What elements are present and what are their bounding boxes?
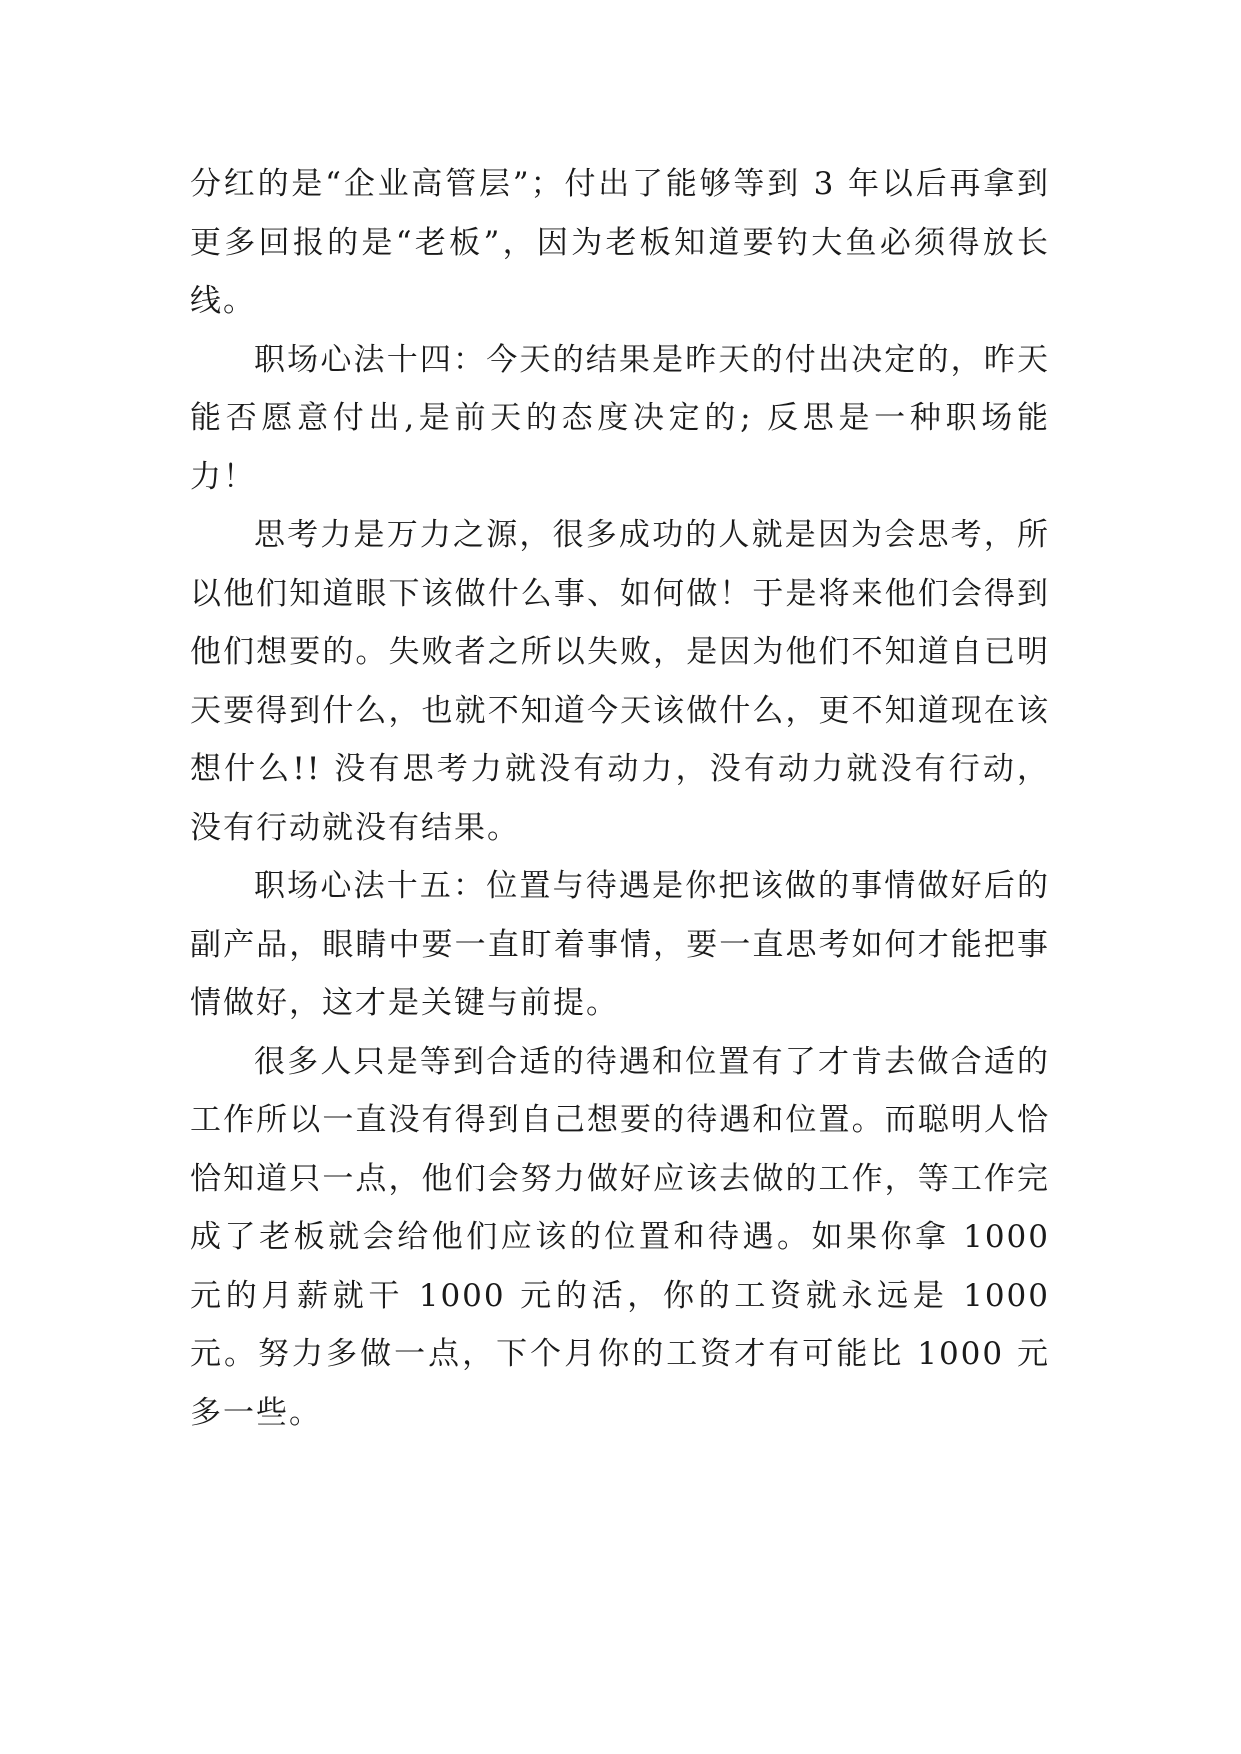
paragraph-5: 很多人只是等到合适的待遇和位置有了才肯去做合适的工作所以一直没有得到自己想要的待遇和位置。而聪明人恰恰知道只一点，他们会努力做好应该去做的工作，等工作完成了老板就会给他们应该的位置和待遇。如果你拿 1000 元的月薪就干 1000 元的活，你的工资就永远是 1000 元。努力多做一点，下个月你的工资才有可能比 1000 元多一些。 <box>190 1043 1050 1431</box>
paragraph-1: 分红的是“企业高管层”；付出了能够等到 3 年以后再拿到更多回报的是“老板”，因为老板知道要钓大鱼必须得放长线。 <box>190 166 1050 319</box>
paragraph-4: 职场心法十五：位置与待遇是你把该做的事情做好后的副产品，眼睛中要一直盯着事情，要一直思考如何才能把事情做好，这才是关键与前提。 <box>190 868 1050 1021</box>
paragraph-3: 思考力是万力之源，很多成功的人就是因为会思考，所以他们知道眼下该做什么事、如何做！于是将来他们会得到他们想要的。失败者之所以失败，是因为他们不知道自已明天要得到什么，也就不知道今天该做什么，更不知道现在该想什么!! 没有思考力就没有动力，没有动力就没有行动，没有行动就没有结果。 <box>190 517 1050 846</box>
document-body <box>190 155 1050 1442</box>
paragraph-2: 职场心法十四：今天的结果是昨天的付出决定的，昨天能否愿意付出,是前天的态度决定的; 反思是一种职场能力！ <box>190 341 1050 495</box>
